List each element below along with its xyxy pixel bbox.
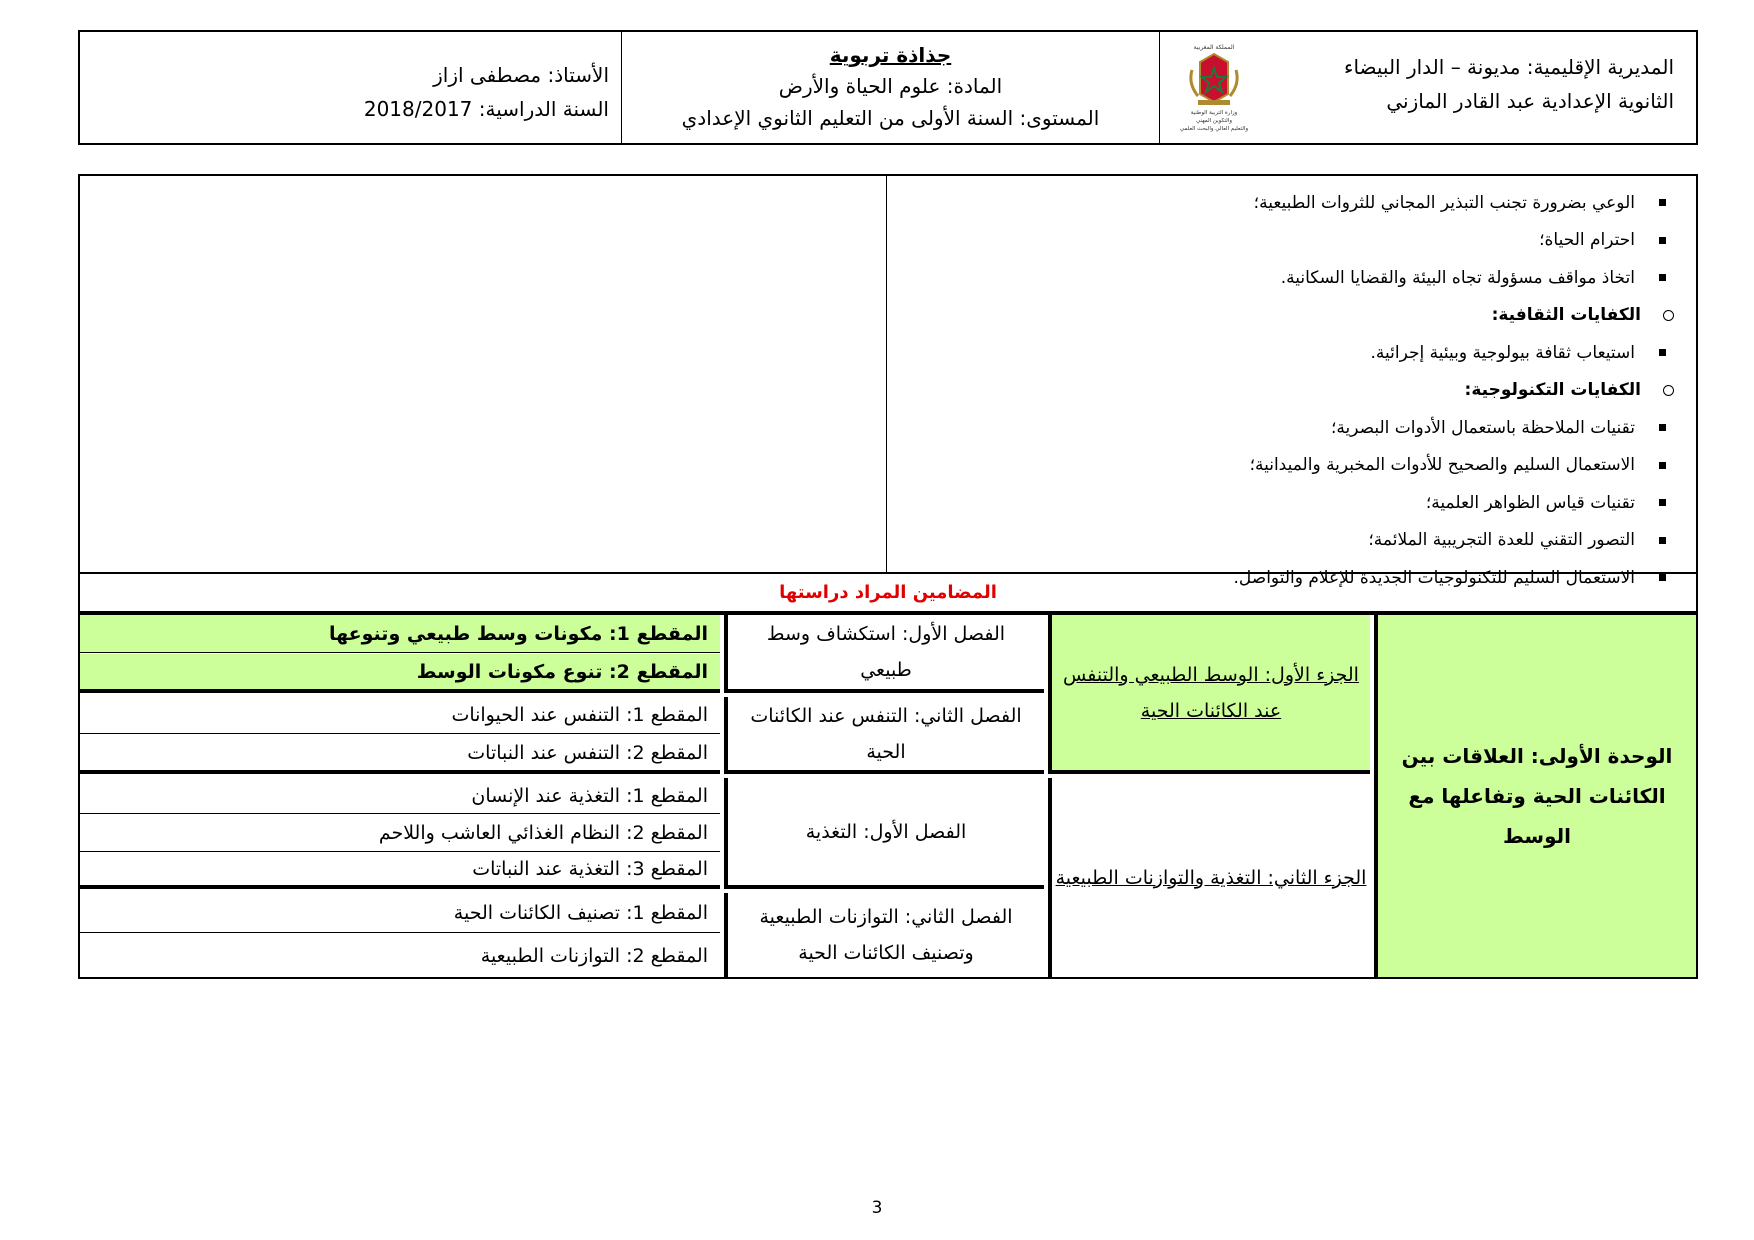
square-bullet-icon xyxy=(1659,424,1666,431)
segment-cell: المقطع 1: التنفس عند الحيوانات xyxy=(80,697,720,734)
unit-cell: الوحدة الأولى: العلاقات بين الكائنات الحية وتفاعلها مع الوسط xyxy=(1374,615,1696,977)
competences-empty-column xyxy=(80,176,886,572)
part-cell: الجزء الأول: الوسط الطبيعي والتنفس عند الكائنات الحية xyxy=(1048,615,1370,774)
school-text: الثانوية الإعدادية عبد القادر المازني xyxy=(1386,89,1674,113)
chapter-cell: الفصل الثاني: التنفس عند الكائنات الحية xyxy=(724,697,1044,774)
list-item: تقنيات الملاحظة باستعمال الأدوات البصرية؛ xyxy=(887,409,1674,447)
square-bullet-icon xyxy=(1659,237,1666,244)
segment-cell: المقطع 2: التوازنات الطبيعية xyxy=(480,944,708,967)
ministry-logo xyxy=(1170,40,1258,136)
cultural-competences-heading: الكفايات الثقافية: xyxy=(887,297,1674,335)
tech-competences-heading: الكفايات التكنولوجية: xyxy=(887,372,1674,410)
contents-title: المضامين المراد دراستها xyxy=(78,574,1698,613)
list-item: تقنيات قياس الظواهر العلمية؛ xyxy=(887,484,1674,522)
square-bullet-icon xyxy=(1659,537,1666,544)
svg-text:المملكة المغربية: المملكة المغربية xyxy=(1193,44,1235,51)
square-bullet-icon xyxy=(1659,499,1666,506)
header-subject xyxy=(621,32,1159,143)
segment-cell: المقطع 1: تصنيف الكائنات الحية xyxy=(80,893,720,933)
list-item: استيعاب ثقافة بيولوجية وبيئية إجرائية. xyxy=(887,334,1674,372)
list-item: اتخاذ مواقف مسؤولة تجاه البيئة والقضايا السكانية. xyxy=(887,259,1674,297)
year-text: السنة الدراسية: 2018/2017 xyxy=(363,97,609,121)
segment-cell: المقطع 1: مكونات وسط طبيعي وتنوعها xyxy=(80,615,720,653)
page-number: 3 xyxy=(871,1198,883,1218)
circle-bullet-icon xyxy=(1663,385,1674,396)
svg-text:والتكوين المهني: والتكوين المهني xyxy=(1195,118,1233,124)
list-item: الوعي بضرورة تجنب التبذير المجاني للثروات الطبيعية؛ xyxy=(887,184,1674,222)
competences-list xyxy=(886,176,1696,588)
list-item: الاستعمال السليم للتكنولوجيات الجديدة للإعلام والتواصل. xyxy=(887,559,1674,597)
header-institution xyxy=(1159,32,1696,143)
contents-table xyxy=(78,613,1698,979)
list-item: الاستعمال السليم والصحيح للأدوات المخبرية والميدانية؛ xyxy=(887,447,1674,485)
document-header xyxy=(78,30,1698,145)
square-bullet-icon xyxy=(1659,349,1666,356)
circle-bullet-icon xyxy=(1663,310,1674,321)
header-teacher xyxy=(80,32,621,143)
square-bullet-icon xyxy=(1659,462,1666,469)
list-item: احترام الحياة؛ xyxy=(887,222,1674,260)
level-text: المستوى: السنة الأولى من التعليم الثانوي الإعدادي xyxy=(681,106,1100,130)
chapter-cell: الفصل الأول: استكشاف وسط طبيعي xyxy=(724,615,1044,693)
segment-cell: المقطع 1: التغذية عند الإنسان xyxy=(80,778,720,814)
svg-text:وزارة التربية الوطنية: وزارة التربية الوطنية xyxy=(1190,110,1238,116)
list-item: التصور التقني للعدة التجريبية الملائمة؛ xyxy=(887,522,1674,560)
svg-text:والتعليم العالي والبحث العلمي: والتعليم العالي والبحث العلمي xyxy=(1179,126,1249,132)
square-bullet-icon xyxy=(1659,274,1666,281)
square-bullet-icon xyxy=(1659,199,1666,206)
chapter-cell: الفصل الثاني: التوازنات الطبيعية وتصنيف الكائنات الحية xyxy=(724,893,1044,977)
directorate-text: المديرية الإقليمية: مديونة – الدار البيضاء xyxy=(1344,55,1674,79)
teacher-text: الأستاذ: مصطفى ازاز xyxy=(433,63,609,87)
chapter-cell: الفصل الأول: التغذية xyxy=(724,778,1044,889)
document-title: جذاذة تربوية xyxy=(829,43,952,67)
segment-cell: المقطع 2: التنفس عند النباتات xyxy=(80,735,720,774)
segment-cell: المقطع 2: تنوع مكونات الوسط xyxy=(80,654,720,693)
segment-cell: المقطع 3: التغذية عند النباتات xyxy=(80,853,720,889)
part-cell: الجزء الثاني: التغذية والتوازنات الطبيعية xyxy=(1048,778,1370,977)
segment-cell: المقطع 2: النظام الغذائي العاشب واللاحم xyxy=(80,815,720,852)
competences-box xyxy=(78,174,1698,588)
subject-text: المادة: علوم الحياة والأرض xyxy=(778,74,1003,98)
